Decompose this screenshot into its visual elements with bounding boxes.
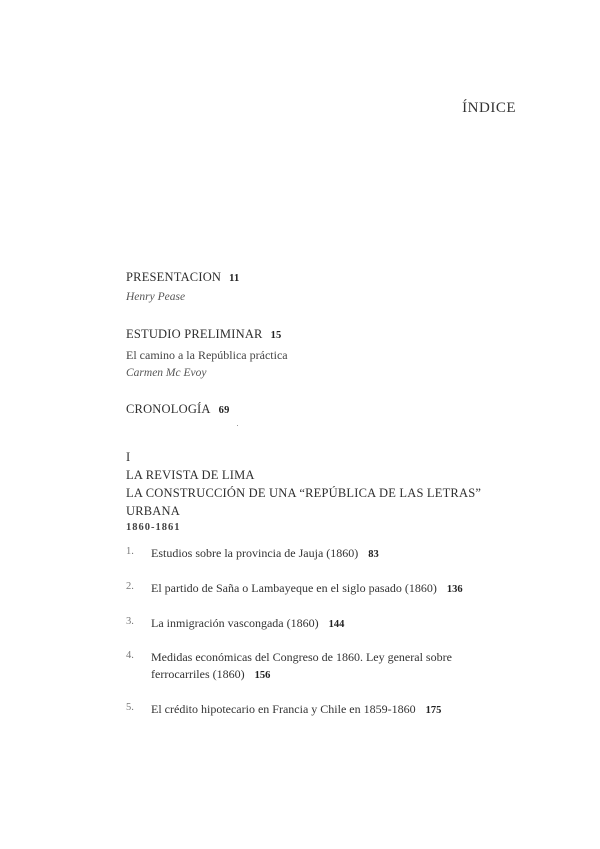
list-item xyxy=(126,580,506,598)
item-text xyxy=(151,649,506,684)
toc-entry-presentacion xyxy=(126,270,239,303)
list-item xyxy=(126,701,506,719)
list-item xyxy=(126,649,506,684)
item-text xyxy=(151,615,506,633)
item-title-line-1: Medidas económicas del Congreso de 1860. Ley general sobre xyxy=(151,650,452,664)
item-text xyxy=(151,580,506,598)
item-number: 3. xyxy=(126,616,134,627)
item-text xyxy=(151,701,506,719)
toc-entry-cronologia xyxy=(126,402,230,417)
item-title-line-2: ferrocarriles (1860) xyxy=(151,667,245,681)
entry-page-number: 69 xyxy=(218,405,230,416)
item-page-number: 175 xyxy=(425,705,442,716)
entry-heading xyxy=(126,327,288,342)
entry-heading-text: ESTUDIO PRELIMINAR xyxy=(126,327,263,341)
part-title-line-3: URBANA xyxy=(126,504,180,518)
item-page-number: 144 xyxy=(328,619,345,630)
item-title: La inmigración vascongada (1860) xyxy=(151,616,319,630)
entry-page-number: 11 xyxy=(229,273,240,284)
part-title-line-1: LA REVISTA DE LIMA xyxy=(126,468,255,482)
item-page-number: 156 xyxy=(254,670,271,681)
item-number: 1. xyxy=(126,546,134,557)
item-page-number: 83 xyxy=(368,549,379,560)
item-title: El partido de Saña o Lambayeque en el siglo pasado (1860) xyxy=(151,581,437,595)
item-number: 4. xyxy=(126,650,134,661)
part-numeral: I xyxy=(126,450,131,464)
chapter-list xyxy=(126,545,506,719)
entry-heading xyxy=(126,402,230,417)
entry-author: Carmen Mc Evoy xyxy=(126,367,207,379)
entry-page-number: 15 xyxy=(270,330,282,341)
scan-speck xyxy=(237,425,238,426)
entry-heading-text: PRESENTACION xyxy=(126,270,222,284)
item-title: El crédito hipotecario en Francia y Chile en 1859-1860 xyxy=(151,702,416,716)
item-page-number: 136 xyxy=(446,584,463,595)
entry-subtitle: El camino a la República práctica xyxy=(126,348,288,362)
item-text xyxy=(151,545,506,563)
entry-heading-text: CRONOLOGÍA xyxy=(126,402,211,416)
list-item xyxy=(126,615,506,633)
part-years: 1860-1861 xyxy=(126,522,181,533)
entry-author: Henry Pease xyxy=(126,291,186,303)
part-one-heading xyxy=(126,448,481,533)
entry-heading xyxy=(126,270,239,285)
item-number: 5. xyxy=(126,702,134,713)
list-item xyxy=(126,545,506,563)
toc-entry-estudio-preliminar xyxy=(126,327,288,379)
part-title-line-2: LA CONSTRUCCIÓN DE UNA “REPÚBLICA DE LAS LETRAS” xyxy=(126,486,482,500)
item-title: Estudios sobre la provincia de Jauja (1860) xyxy=(151,546,359,560)
item-number: 2. xyxy=(126,581,134,592)
page-title: ÍNDICE xyxy=(462,100,516,116)
